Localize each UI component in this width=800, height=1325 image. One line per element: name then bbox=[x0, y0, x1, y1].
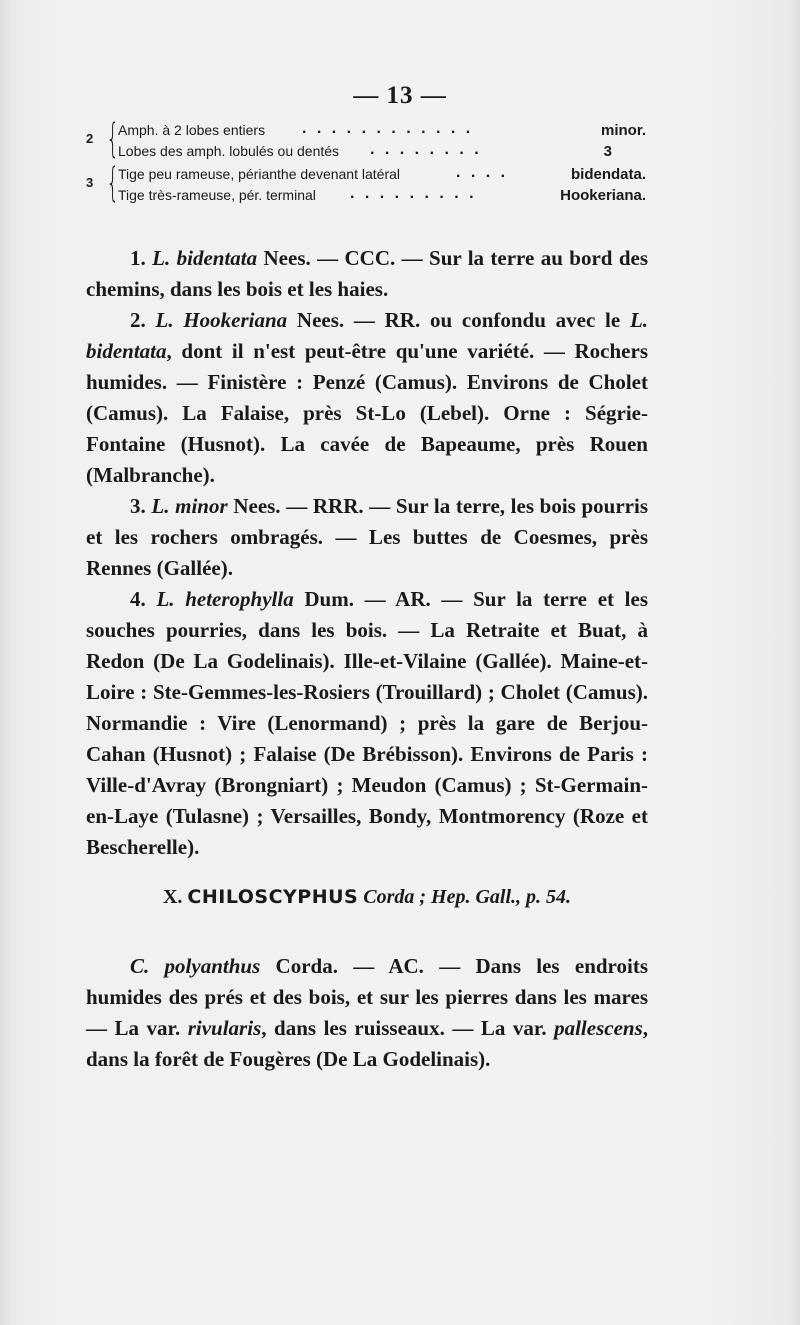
key-number: 3 bbox=[86, 175, 94, 190]
genus-reference: Corda ; Hep. Gall., p. 54. bbox=[363, 886, 572, 908]
key-target: 3 bbox=[603, 143, 612, 160]
species-entry-polyanthus: C. polyanthus Corda. — AC. — Dans les endroits humides des prés et des bois, et sur les pierres dans les mares — La var. rivularis, dans les ruisseaux. — La var. pallescens, dans la forêt de Fougères (De La Godelinais). bbox=[86, 954, 648, 1071]
brace-icon: { bbox=[106, 116, 120, 162]
leader-dots: . . . . . . . . bbox=[370, 141, 482, 158]
key-group-3 bbox=[86, 160, 646, 209]
key-line bbox=[118, 142, 646, 164]
key-target: bidendata. bbox=[570, 166, 646, 183]
genus-numeral: X. bbox=[162, 886, 183, 908]
species-entry-1: 1. L. bidentata Nees. — CCC. — Sur la terre au bord des chemins, dans les bois et les haies. bbox=[86, 246, 649, 301]
species-entry-4: 4. L. heterophylla Dum. — AR. — Sur la terre et les souches pourries, dans les bois. — La Retraite et Buat, à Redon (De La Godelinais). Ille-et-Vilaine (Gallée). Maine-et-Loire : Ste-Gemmes-les-Rosiers (Trouillard) ; Cholet (Camus). Normandie : Vire (Lenormand) ; près la gare de Berjou-Cahan (Husnot) ; Falaise (De Brébisson). Environs de Paris : Ville-d'Avray (Brongniart) ; Meudon (Camus) ; St-Germain-en-Laye (Tulasne) ; Versailles, Bondy, Montmorency (Roze et Bescherelle). bbox=[86, 587, 649, 859]
key-label: Lobes des amph. lobulés ou dentés bbox=[118, 143, 340, 159]
leader-dots: . . . . . . . . . bbox=[350, 185, 477, 202]
leader-dots: . . . . bbox=[456, 164, 509, 181]
species-entry-2: 2. L. Hookeriana Nees. — RR. ou confondu avec le L. bidentata, dont il n'est peut-être qu'une variété. — Rochers humides. — Finistère : Penzé (Camus). Environs de Cholet (Camus). La Falaise, près St-Lo (Lebel). Orne : Ségrie-Fontaine (Husnot). La cavée de Bapeaume, près Rouen (Malbranche). bbox=[86, 308, 649, 487]
key-line bbox=[118, 121, 646, 143]
identification-key bbox=[86, 116, 646, 209]
key-label: Amph. à 2 lobes entiers bbox=[118, 122, 266, 138]
page-number: — 13 — bbox=[353, 82, 447, 109]
species-entry-3: 3. L. minor Nees. — RRR. — Sur la terre, les bois pourris et les rochers ombragés. — Les buttes de Coesmes, près Rennes (Gallée). bbox=[86, 494, 648, 580]
key-line bbox=[118, 186, 646, 208]
key-line bbox=[118, 165, 646, 187]
genus-name: CHILOSCYPHUS bbox=[187, 886, 359, 908]
key-label: Tige peu rameuse, périanthe devenant latéral bbox=[118, 166, 400, 182]
brace-icon: { bbox=[106, 160, 120, 206]
chiloscyphus-species bbox=[86, 951, 648, 1075]
key-target: minor. bbox=[600, 122, 646, 139]
leader-dots: . . . . . . . . . . . . bbox=[302, 120, 474, 137]
key-group-2 bbox=[86, 116, 646, 165]
key-label: Tige très-rameuse, pér. terminal bbox=[118, 187, 316, 203]
key-number: 2 bbox=[86, 131, 94, 146]
key-target: Hookeriana. bbox=[560, 187, 646, 204]
genus-heading bbox=[86, 886, 648, 909]
species-entries bbox=[86, 243, 648, 863]
